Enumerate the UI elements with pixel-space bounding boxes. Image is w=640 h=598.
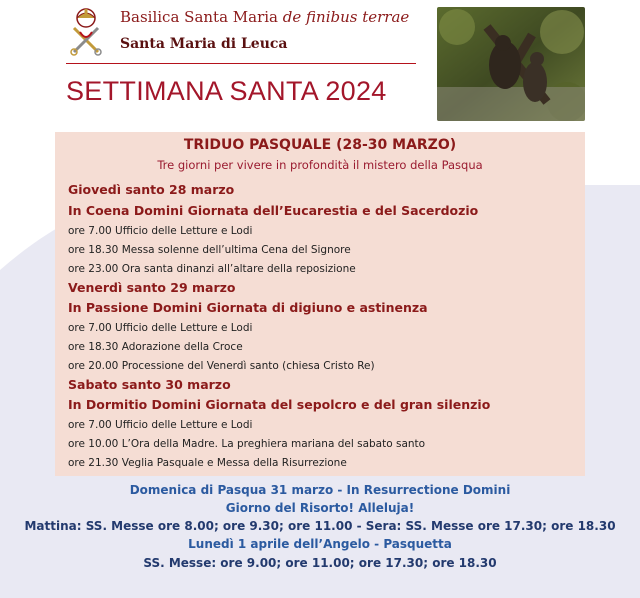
triduo-title: TRIDUO PASQUALE (28-30 MARZO) — [183, 137, 457, 153]
basilica-name-italic: de finibus terrae — [282, 8, 410, 26]
schedule-item: ore 23.00 Ora santa dinanzi all’altare della reposizione — [68, 263, 356, 275]
header — [0, 0, 640, 125]
schedule-item: ore 18.30 Messa solenne dell’ultima Cena del Signore — [68, 244, 351, 256]
easter-sunday-masses: Mattina: SS. Messe ore 8.00; ore 9.30; ore 11.00 - Sera: SS. Messe ore 17.30; ore 18.30 — [24, 519, 616, 533]
day-theme: In Dormitio Domini Giornata del sepolcro e del gran silenzio — [68, 397, 491, 412]
papal-emblem-icon — [66, 8, 106, 58]
day-date: Sabato santo 30 marzo — [68, 377, 231, 392]
day-theme: In Passione Domini Giornata di digiuno e astinenza — [68, 300, 428, 315]
easter-monday-heading: Lunedì 1 aprile dell’Angelo - Pasquetta — [188, 537, 452, 551]
page-title: SETTIMANA SANTA 2024 — [66, 76, 387, 106]
schedule-item: ore 20.00 Processione del Venerdì santo (chiesa Cristo Re) — [68, 360, 375, 372]
schedule-item: ore 18.30 Adorazione della Croce — [68, 341, 243, 353]
easter-sunday-heading: Domenica di Pasqua 31 marzo - In Resurrectione Domini — [129, 483, 511, 497]
day-date: Giovedì santo 28 marzo — [68, 182, 235, 197]
schedule-item: ore 10.00 L’Ora della Madre. La preghiera mariana del sabato santo — [68, 438, 426, 450]
basilica-name-prefix: Basilica Santa Maria — [120, 8, 278, 26]
schedule-item: ore 7.00 Ufficio delle Letture e Lodi — [68, 322, 253, 334]
header-divider — [66, 63, 416, 64]
easter-monday-masses: SS. Messe: ore 9.00; ore 11.00; ore 17.30; ore 18.30 — [143, 556, 497, 570]
schedule-item: ore 21.30 Veglia Pasquale e Messa della Risurrezione — [68, 457, 347, 469]
day-theme: In Coena Domini Giornata dell’Eucarestia e del Sacerdozio — [68, 203, 479, 218]
sanctuary-name: Santa Maria di Leuca — [120, 36, 288, 52]
triduo-panel — [55, 132, 585, 476]
day-date: Venerdì santo 29 marzo — [68, 280, 236, 295]
triduo-subtitle: Tre giorni per vivere in profondità il mistero della Pasqua — [157, 158, 483, 172]
schedule-item: ore 7.00 Ufficio delle Letture e Lodi — [68, 225, 253, 237]
basilica-name — [120, 8, 409, 26]
schedule-item: ore 7.00 Ufficio delle Letture e Lodi — [68, 419, 253, 431]
easter-sunday-acclamation: Giorno del Risorto! Alleluja! — [225, 501, 415, 515]
stations-of-cross-photo — [437, 7, 585, 121]
